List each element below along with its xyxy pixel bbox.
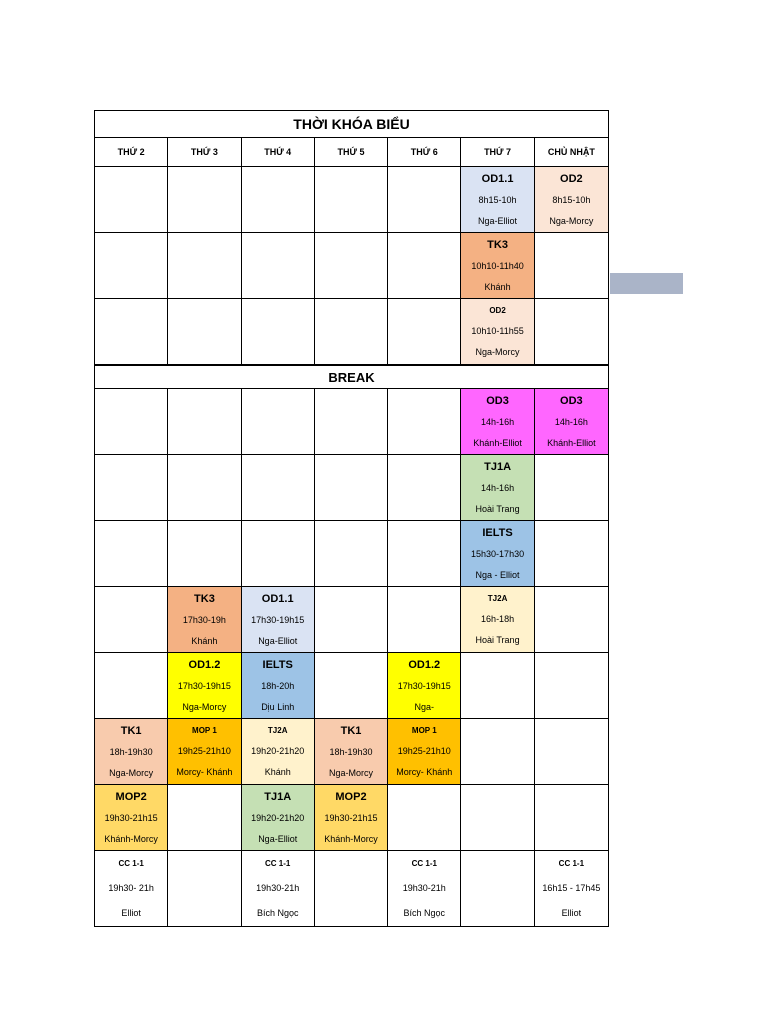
class-time: 19h30-21h <box>402 882 446 893</box>
empty-cell <box>168 389 241 454</box>
class-time: 14h-16h <box>554 417 588 428</box>
day-header-fri: THỨ 6 <box>388 138 461 166</box>
class-teacher: Nga-Elliot <box>478 215 518 226</box>
empty-cell <box>168 167 241 232</box>
class-cell <box>315 785 388 850</box>
empty-cell <box>388 299 461 364</box>
class-teacher: Nga-Morcy <box>182 701 227 712</box>
class-teacher: Khánh-Morcy <box>104 833 158 844</box>
timetable-row <box>95 785 608 851</box>
break-bar: BREAK <box>95 365 608 389</box>
class-cell <box>388 719 461 784</box>
class-time: 19h20-21h20 <box>251 813 305 824</box>
class-name: TK1 <box>120 725 142 738</box>
class-name: CC 1-1 <box>411 859 437 869</box>
class-teacher: Nga-Elliot <box>258 833 298 844</box>
class-cell <box>535 851 608 926</box>
class-cell <box>535 389 608 454</box>
class-name: TK3 <box>487 239 508 252</box>
class-name: MOP2 <box>335 791 367 804</box>
class-cell <box>168 653 241 718</box>
class-cell <box>95 851 168 926</box>
class-time: 17h30-19h <box>182 615 226 626</box>
empty-cell <box>242 389 315 454</box>
class-time: 16h-18h <box>481 613 515 624</box>
empty-cell <box>461 785 534 850</box>
class-time: 19h20-21h20 <box>251 745 305 756</box>
empty-cell <box>315 521 388 586</box>
empty-cell <box>388 389 461 454</box>
empty-cell <box>388 167 461 232</box>
empty-cell <box>168 785 241 850</box>
class-time: 19h30-21h <box>256 882 300 893</box>
empty-cell <box>535 299 608 364</box>
class-teacher: Dịu Linh <box>261 701 295 712</box>
class-time: 15h30-17h30 <box>471 549 525 560</box>
class-teacher: Elliot <box>121 907 141 918</box>
empty-cell <box>388 521 461 586</box>
empty-cell <box>535 785 608 850</box>
day-header-wed: THỨ 4 <box>242 138 315 166</box>
class-teacher: Nga- <box>414 701 435 712</box>
empty-cell <box>535 233 608 298</box>
class-cell <box>168 719 241 784</box>
class-time: 19h25-21h10 <box>397 745 451 756</box>
class-teacher: Bích Ngọc <box>256 907 299 918</box>
class-cell <box>461 389 534 454</box>
empty-cell <box>315 299 388 364</box>
timetable-row <box>95 851 608 926</box>
class-name: OD3 <box>560 395 583 408</box>
class-teacher: Nga-Morcy <box>475 347 520 358</box>
empty-cell <box>242 299 315 364</box>
empty-cell <box>242 455 315 520</box>
class-time: 8h15-10h <box>478 195 517 206</box>
empty-cell <box>95 455 168 520</box>
class-time: 14h-16h <box>481 417 515 428</box>
sidebar-strip <box>610 273 683 294</box>
timetable-row <box>95 389 608 455</box>
empty-cell <box>95 299 168 364</box>
class-name: OD1.1 <box>481 173 514 186</box>
day-header-mon: THỨ 2 <box>95 138 168 166</box>
class-cell <box>461 455 534 520</box>
empty-cell <box>461 719 534 784</box>
empty-cell <box>168 455 241 520</box>
empty-cell <box>461 653 534 718</box>
class-name: CC 1-1 <box>118 859 144 869</box>
class-time: 18h-20h <box>261 681 295 692</box>
class-teacher: Morcy- Khánh <box>396 767 453 778</box>
timetable-body <box>95 167 608 926</box>
class-name: OD1.2 <box>408 659 441 672</box>
empty-cell <box>95 389 168 454</box>
empty-cell <box>315 455 388 520</box>
class-name: MOP 1 <box>192 725 217 735</box>
class-teacher: Elliot <box>561 907 582 918</box>
timetable-title: THỜI KHÓA BIỂU <box>95 111 608 138</box>
empty-cell <box>315 167 388 232</box>
class-name: TK3 <box>194 593 215 606</box>
timetable-row <box>95 719 608 785</box>
class-time: 8h15-10h <box>552 195 591 206</box>
class-cell <box>388 653 461 718</box>
class-time: 19h30-21h15 <box>104 813 158 824</box>
class-teacher: Nga-Morcy <box>549 215 594 226</box>
empty-cell <box>315 389 388 454</box>
class-cell <box>535 167 608 232</box>
day-header-sat: THỨ 7 <box>461 138 534 166</box>
class-teacher: Bích Ngọc <box>403 907 446 918</box>
class-name: TJ1A <box>484 461 512 474</box>
class-cell <box>242 653 315 718</box>
class-teacher: Nga-Morcy <box>328 767 373 778</box>
day-header-row <box>95 138 608 167</box>
empty-cell <box>535 719 608 784</box>
class-cell <box>461 233 534 298</box>
class-name: OD2 <box>489 305 506 315</box>
empty-cell <box>388 587 461 652</box>
class-time: 18h-19h30 <box>329 747 373 758</box>
class-name: CC 1-1 <box>558 859 585 869</box>
class-name: OD2 <box>560 173 583 186</box>
class-time: 19h30- 21h <box>108 882 154 893</box>
class-name: OD1.1 <box>261 593 294 606</box>
class-name: OD1.2 <box>188 659 221 672</box>
class-name: CC 1-1 <box>265 859 291 869</box>
class-teacher: Hoài Trang <box>475 635 520 646</box>
class-teacher: Khánh-Elliot <box>547 437 596 448</box>
empty-cell <box>168 233 241 298</box>
class-cell <box>388 851 461 926</box>
class-time: 10h10-11h55 <box>471 325 524 336</box>
class-name: IELTS <box>262 659 293 672</box>
class-cell <box>461 167 534 232</box>
empty-cell <box>168 521 241 586</box>
class-teacher: Nga-Morcy <box>109 767 154 778</box>
class-cell <box>242 851 315 926</box>
class-teacher: Hoài Trang <box>475 503 520 514</box>
empty-cell <box>95 587 168 652</box>
class-cell <box>242 785 315 850</box>
timetable-row <box>95 167 608 233</box>
class-time: 17h30-19h15 <box>177 681 231 692</box>
class-time: 18h-19h30 <box>109 747 153 758</box>
empty-cell <box>168 851 241 926</box>
empty-cell <box>535 455 608 520</box>
empty-cell <box>535 521 608 586</box>
class-name: TJ2A <box>487 593 508 603</box>
timetable-row <box>95 233 608 299</box>
class-cell <box>95 719 168 784</box>
empty-cell <box>315 587 388 652</box>
empty-cell <box>315 233 388 298</box>
class-time: 19h30-21h15 <box>324 813 378 824</box>
empty-cell <box>388 233 461 298</box>
timetable-row <box>95 455 608 521</box>
empty-cell <box>535 587 608 652</box>
class-cell <box>461 299 534 364</box>
timetable-row <box>95 653 608 719</box>
class-teacher: Khánh <box>484 281 511 292</box>
class-time: 17h30-19h15 <box>251 615 305 626</box>
empty-cell <box>95 653 168 718</box>
day-header-sun: CHỦ NHẬT <box>547 147 595 157</box>
timetable-row <box>95 521 608 587</box>
class-name: OD3 <box>486 395 509 408</box>
empty-cell <box>95 233 168 298</box>
class-time: 14h-16h <box>481 483 515 494</box>
empty-cell <box>242 233 315 298</box>
class-name: TK1 <box>340 725 362 738</box>
empty-cell <box>388 455 461 520</box>
empty-cell <box>242 167 315 232</box>
class-cell <box>315 719 388 784</box>
class-teacher: Khánh <box>264 767 291 778</box>
empty-cell <box>95 167 168 232</box>
class-name: IELTS <box>482 527 513 540</box>
timetable-row <box>95 587 608 653</box>
class-time: 16h15 - 17h45 <box>542 882 601 893</box>
class-cell <box>461 521 534 586</box>
class-cell <box>242 587 315 652</box>
class-cell <box>461 587 534 652</box>
class-teacher: Khánh-Elliot <box>473 437 522 448</box>
class-time: 19h25-21h10 <box>177 745 231 756</box>
empty-cell <box>315 653 388 718</box>
class-teacher: Morcy- Khánh <box>176 767 233 778</box>
class-cell <box>95 785 168 850</box>
day-header-tue: THỨ 3 <box>168 138 241 166</box>
empty-cell <box>242 521 315 586</box>
class-teacher: Nga - Elliot <box>475 569 520 580</box>
class-teacher: Nga-Elliot <box>258 635 298 646</box>
empty-cell <box>315 851 388 926</box>
empty-cell <box>388 785 461 850</box>
class-name: MOP2 <box>115 791 147 804</box>
class-cell <box>242 719 315 784</box>
class-teacher: Khánh <box>191 635 218 646</box>
empty-cell <box>461 851 534 926</box>
empty-cell <box>95 521 168 586</box>
class-name: TJ2A <box>267 725 288 735</box>
day-header-thu: THỨ 5 <box>315 138 388 166</box>
empty-cell <box>535 653 608 718</box>
timetable-row <box>95 299 608 365</box>
class-name: MOP 1 <box>411 725 437 735</box>
class-cell <box>168 587 241 652</box>
class-teacher: Khánh-Morcy <box>324 833 378 844</box>
timetable <box>94 110 609 927</box>
class-name: TJ1A <box>264 791 292 804</box>
empty-cell <box>168 299 241 364</box>
class-time: 10h10-11h40 <box>471 261 524 272</box>
class-time: 17h30-19h15 <box>397 681 451 692</box>
